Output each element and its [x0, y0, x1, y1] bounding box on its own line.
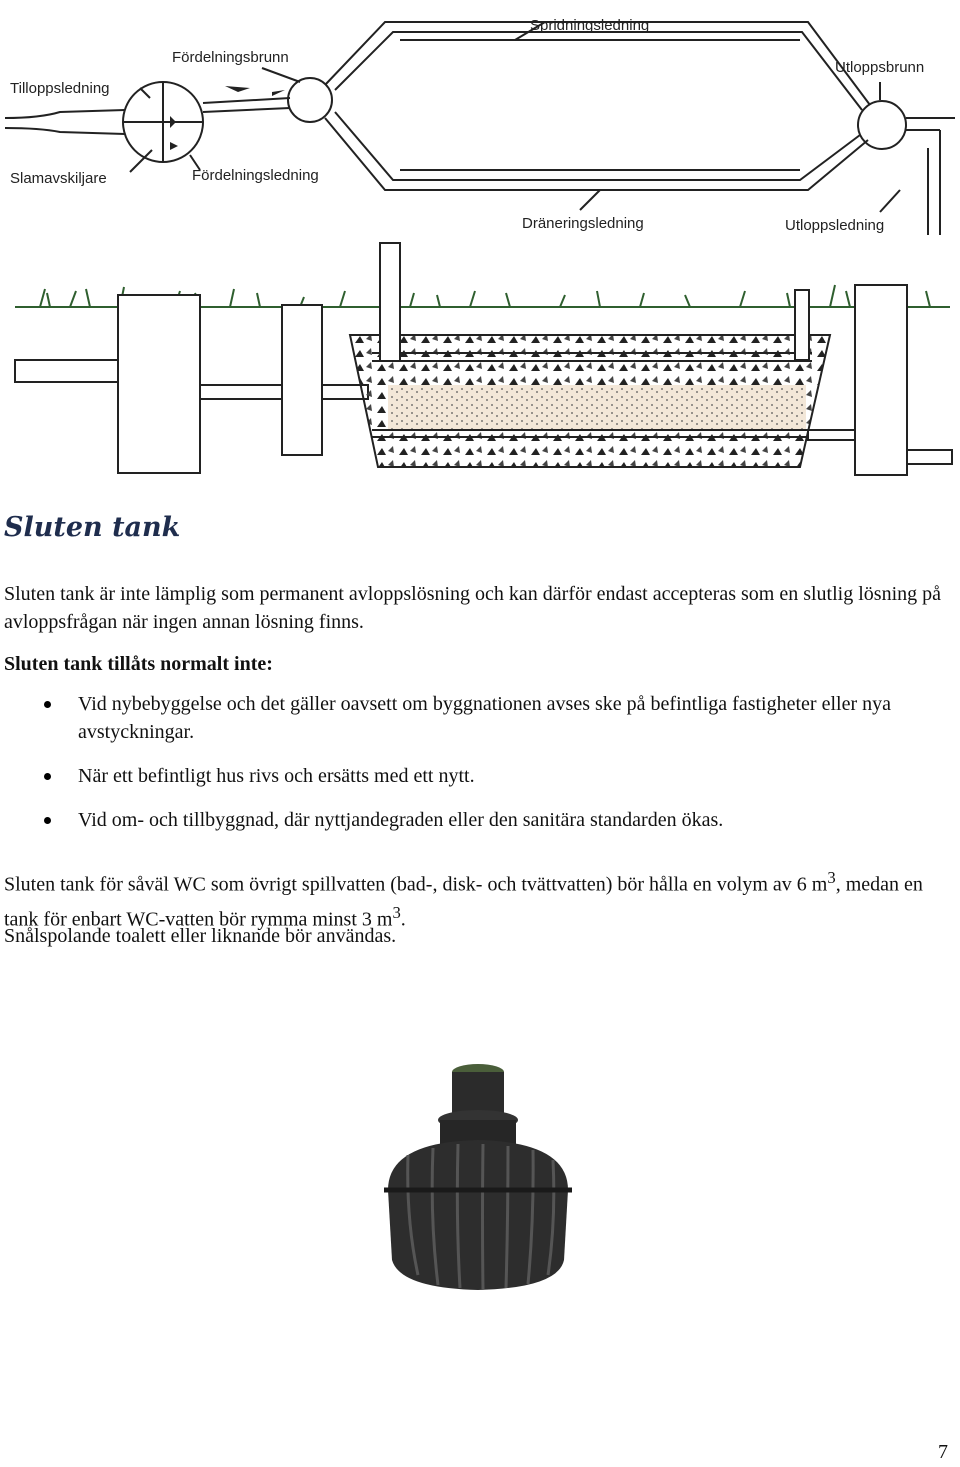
- subheading: Sluten tank tillåts normalt inte:: [4, 653, 273, 675]
- inlet-pipe: [5, 110, 125, 118]
- cross-section-diagram: [0, 235, 960, 490]
- bullet-icon: [44, 773, 51, 780]
- list-item: Vid om- och tillbyggnad, där nyttjandegraden eller den sanitära standarden ökas.: [0, 806, 940, 834]
- distribution-well-block: [282, 305, 322, 455]
- label-tilloppsledning: Tilloppsledning: [10, 80, 110, 97]
- label-slamavskiljare: Slamavskiljare: [10, 170, 107, 187]
- vent-pipe: [380, 243, 400, 361]
- sand-layer: [388, 385, 806, 430]
- label-draneringsledning: Dräneringsledning: [522, 215, 644, 232]
- label-fordelningsledning: Fördelningsledning: [192, 167, 319, 184]
- closed-tank-image: [378, 1060, 588, 1300]
- label-utloppsbrunn: Utloppsbrunn: [835, 59, 925, 76]
- plan-view-diagram: [0, 0, 960, 245]
- list-item: Vid nybebyggelse och det gäller oavsett om byggnationen avses ske på befintliga fastigheter eller nya avstyckningar.: [0, 690, 940, 746]
- restriction-list: [0, 690, 940, 850]
- outlet-well-block: [855, 285, 907, 475]
- septic-tank-block: [118, 295, 200, 473]
- volume-paragraph: Sluten tank för såväl WC som övrigt spillvatten (bad-, disk- och tvättvatten) bör hålla en volym av 6 $m^3$, medan en tank för enbart WC-vatten bör rymma minst 3 $m^3$.: [4, 868, 923, 931]
- closing-paragraph: Snålspolande toalett eller liknande bör användas.: [4, 925, 397, 947]
- intro-paragraph: Sluten tank är inte lämplig som permanent avloppslösning och kan därför endast accepteras som en slutlig lösning på avloppsfrågan när ingen annan lösning finns.: [4, 583, 942, 633]
- section-heading: Sluten tank: [4, 512, 181, 543]
- outlet-well: [858, 101, 906, 149]
- list-item: När ett befintligt hus rivs och ersätts med ett nytt.: [0, 762, 940, 790]
- bullet-icon: [44, 701, 51, 708]
- label-utloppsledning: Utloppsledning: [785, 217, 885, 234]
- label-fordelningsbrunn: Fördelningsbrunn: [172, 49, 289, 66]
- label-spridningsledning: Spridningsledning: [530, 17, 650, 34]
- page-number: 7: [938, 1441, 948, 1463]
- bullet-icon: [44, 817, 51, 824]
